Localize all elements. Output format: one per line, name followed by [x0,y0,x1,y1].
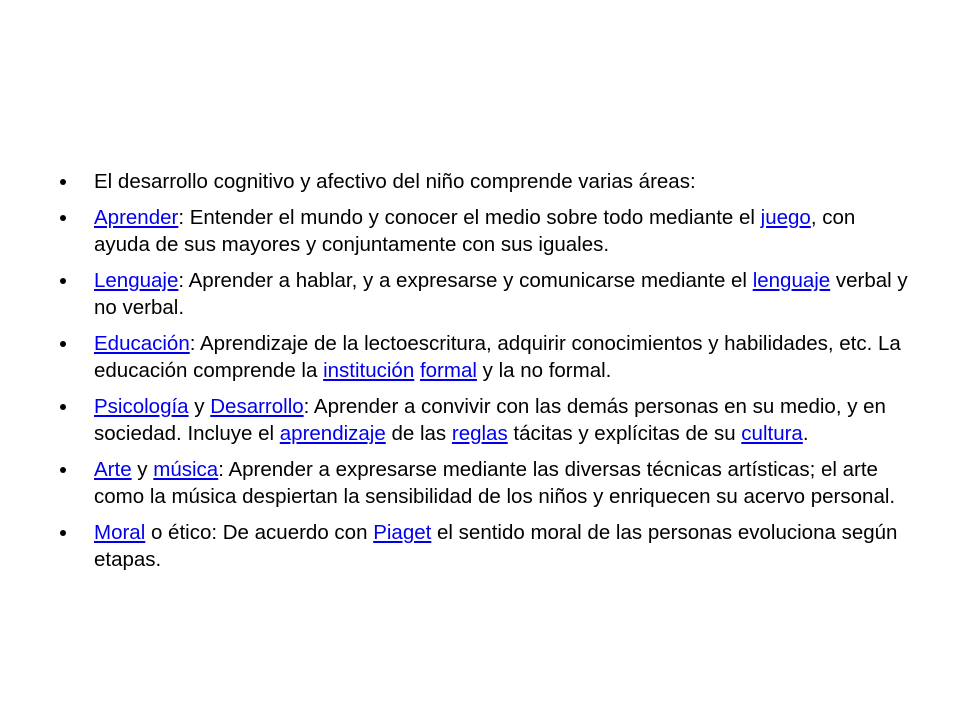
bullet-text: y la no formal. [476,359,612,382]
bullet-educacion [60,330,908,384]
bullet-list [60,168,908,573]
bullet-dot-icon [60,278,66,284]
bullet-dot-icon [60,530,66,536]
link-arte[interactable]: Arte [94,458,132,481]
bullet-text: o ético: De acuerdo con [145,521,374,544]
bullet-text: , con ayuda de sus mayores y conjuntamente con sus iguales. [94,206,856,256]
bullet-text: tácitas y explícitas de su [507,422,742,445]
bullet-dot-icon [60,404,66,410]
bullet-aprender [60,204,908,258]
bullet-text: el sentido moral de las personas evoluciona según etapas. [94,521,898,571]
bullet-text: : Aprendizaje de la lectoescritura, adquirir conocimientos y habilidades, etc. La educación comprende la [94,332,901,382]
bullet-text: y [131,458,154,481]
link-reglas[interactable]: reglas [451,422,508,445]
bullet-text: : Aprender a expresarse mediante las diversas técnicas artísticas; el arte como la música despiertan la sensibilidad de los niños y enriquecen su acervo personal. [94,458,896,508]
bullet-dot-icon [60,341,66,347]
link-educacion[interactable]: Educación [94,332,190,355]
link-musica[interactable]: música [153,458,219,481]
bullet-arte [60,456,908,510]
link-lenguaje-title[interactable]: Lenguaje [94,269,179,292]
bullet-text: : Aprender a convivir con las demás personas en su medio, y en sociedad. Incluye el [94,395,886,445]
bullet-lenguaje [60,267,908,321]
link-institucion[interactable]: institución [323,359,415,382]
bullet-dot-icon [60,215,66,221]
bullet-text: : Aprender a hablar, y a expresarse y comunicarse mediante el [178,269,753,292]
bullet-text: El desarrollo cognitivo y afectivo del niño comprende varias áreas: [94,170,696,193]
link-cultura[interactable]: cultura [741,422,803,445]
link-piaget[interactable]: Piaget [373,521,432,544]
bullet-intro [60,168,908,195]
bullet-moral [60,519,908,573]
bullet-text: . [802,422,809,445]
link-desarrollo[interactable]: Desarrollo [210,395,304,418]
bullet-text: de las [385,422,452,445]
bullet-text: : Entender el mundo y conocer el medio sobre todo mediante el [178,206,761,229]
bullet-dot-icon [60,179,66,185]
bullet-dot-icon [60,467,66,473]
link-aprender[interactable]: Aprender [94,206,179,229]
link-lenguaje[interactable]: lenguaje [752,269,831,292]
link-juego[interactable]: juego [760,206,811,229]
link-moral[interactable]: Moral [94,521,146,544]
link-formal[interactable]: formal [419,359,477,382]
link-psicologia[interactable]: Psicología [94,395,189,418]
link-aprendizaje[interactable]: aprendizaje [279,422,386,445]
slide-body [60,168,908,582]
bullet-psicologia [60,393,908,447]
bullet-text: y [188,395,211,418]
bullet-text: verbal y no verbal. [94,269,908,319]
